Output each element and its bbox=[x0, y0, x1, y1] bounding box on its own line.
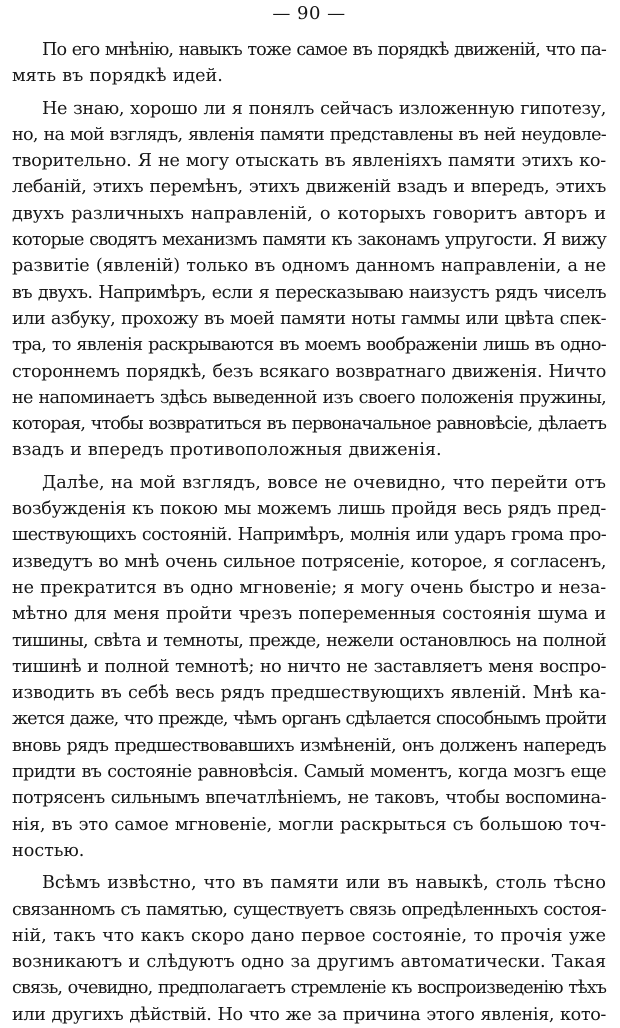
text-line: возникаютъ и слѣдуютъ одно за другимъ автоматически. Такая bbox=[12, 952, 606, 973]
text-line: Всѣмъ извѣстно, что въ памяти или въ навыкѣ, столь тѣсно bbox=[42, 873, 606, 894]
text-line: стороннемъ порядкѣ, безъ всякаго возвратнаго движенія. Ничто bbox=[12, 361, 606, 382]
text-line: шествующихъ состояній. Напримѣръ, молнія или ударъ грома про- bbox=[12, 525, 606, 546]
paragraph bbox=[12, 96, 606, 464]
text-line: изведутъ во мнѣ очень сильное потрясеніе, которое, я согласенъ, bbox=[12, 551, 606, 572]
text-line: связанномъ съ памятью, существуетъ связь опредѣленныхъ состоя- bbox=[12, 899, 606, 920]
text-line: развитіе (явленій) только въ одномъ данномъ направленіи, а не bbox=[12, 256, 606, 277]
paragraph bbox=[12, 870, 606, 1028]
text-line: творительно. Я не могу отыскать въ явленіяхъ памяти этихъ ко- bbox=[12, 151, 606, 172]
text-line: которые сводятъ механизмъ памяти къ законамъ упругости. Я вижу bbox=[12, 230, 606, 251]
text-line: въ двухъ. Напримѣръ, если я пересказываю наизустъ рядъ чиселъ bbox=[12, 282, 606, 303]
text-line: или другихъ дѣйствій. Но что же за причина этого явленія, кото- bbox=[12, 1004, 606, 1025]
text-line: жется даже, что прежде, чѣмъ органъ сдѣлается способнымъ пройти bbox=[12, 709, 606, 730]
text-line: которая, чтобы возвратиться въ первоначальное равновѣсіе, дѣлаетъ bbox=[12, 414, 606, 435]
text-line: Не знаю, хорошо ли я понялъ сейчасъ изложенную гипотезу, bbox=[42, 98, 606, 119]
text-line: возбужденія къ покою мы можемъ лишь пройдя весь рядъ пред- bbox=[12, 499, 606, 520]
paragraph bbox=[12, 37, 606, 90]
page-number: — 90 — bbox=[272, 3, 346, 24]
text-line: тишинѣ и полной темнотѣ; но ничто не заставляетъ меня воспро- bbox=[12, 656, 606, 677]
paragraph bbox=[12, 470, 606, 864]
text-line: По его мнѣнію, навыкъ тоже самое въ порядкѣ движеній, что па- bbox=[42, 40, 606, 60]
text-line: ностью. bbox=[12, 840, 85, 861]
text-line: ній, такъ что какъ скоро дано первое состояніе, то прочія уже bbox=[12, 925, 606, 946]
text-line: тра, то явленія раскрываются въ моемъ воображеніи лишь въ одно- bbox=[12, 335, 606, 356]
text-line: не прекратится въ одно мгновеніе; я могу очень быстро и неза- bbox=[12, 577, 606, 598]
text-line: потрясенъ сильнымъ впечатлѣніемъ, не таковъ, чтобы воспомина- bbox=[12, 788, 606, 809]
text-line: взадъ и впередъ противоположныя движенія. bbox=[12, 440, 442, 461]
text-line: связь, очевидно, предполагаетъ стремленіе къ воспроизведенію тѣхъ bbox=[12, 978, 606, 999]
text-line: вновь рядъ предшествовавшихъ измѣненій, онъ долженъ напередъ bbox=[12, 735, 606, 756]
text-line: но, на мой взглядъ, явленія памяти представлены въ ней неудовле- bbox=[12, 124, 606, 145]
text-line: лебаній, этихъ перемѣнъ, этихъ движеній взадъ и впередъ, этихъ bbox=[12, 177, 606, 198]
text-line: придти въ состояніе равновѣсія. Самый моментъ, когда мозгъ еще bbox=[12, 762, 606, 783]
text-body bbox=[12, 37, 606, 1028]
text-line: Далѣе, на мой взглядъ, вовсе не очевидно, что перейти отъ bbox=[42, 472, 606, 493]
text-line: изводить въ себѣ весь рядъ предшествующихъ явленій. Мнѣ ка- bbox=[12, 683, 606, 704]
text-line: не напоминаетъ здѣсь выведенной изъ своего положенія пружины, bbox=[12, 387, 606, 408]
text-line: нія, въ это самое мгновеніе, могли раскрыться съ большою точ- bbox=[12, 814, 606, 835]
text-line: мѣтно для меня пройти чрезъ попеременныя состоянія шума и bbox=[12, 604, 606, 625]
text-line: мять въ порядкѣ идей. bbox=[12, 66, 223, 87]
text-line: тишины, свѣта и темноты, прежде, нежели остановлюсь на полной bbox=[12, 630, 606, 651]
text-line: двухъ различныхъ направленій, о которыхъ говоритъ авторъ и bbox=[12, 203, 606, 224]
text-line: или азбуку, прохожу въ моей памяти ноты гаммы или цвѣта спек- bbox=[12, 308, 606, 329]
